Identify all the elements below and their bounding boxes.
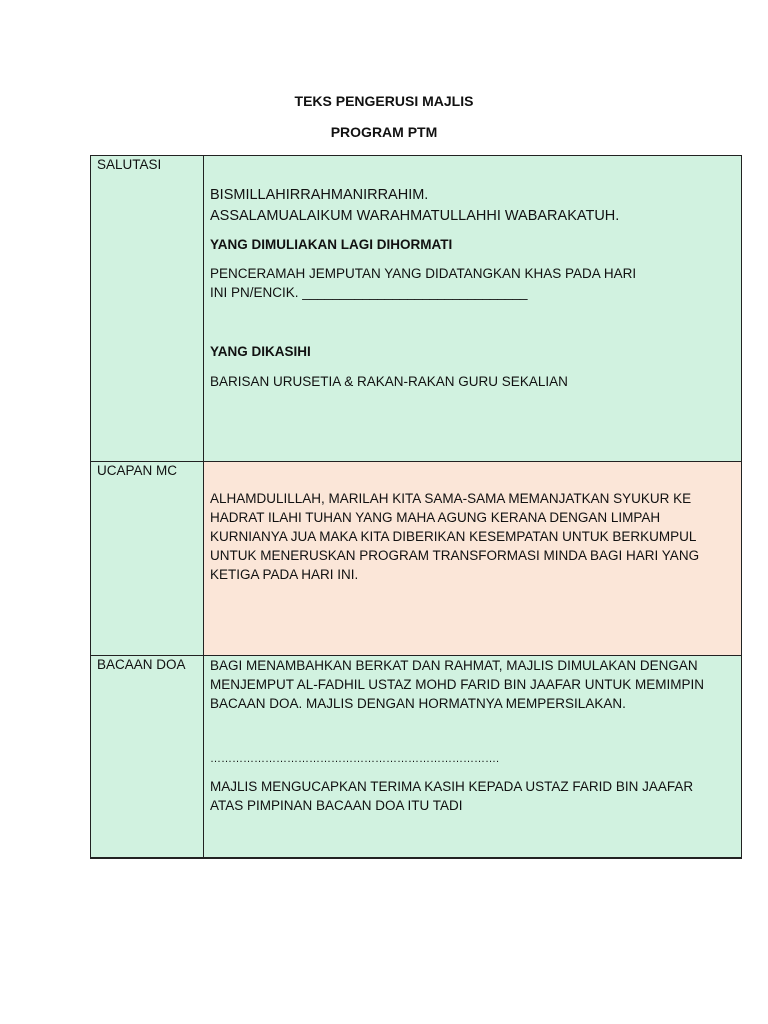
label-cell-bacaan-doa bbox=[91, 656, 204, 859]
doa-line-5: ATAS PIMPINAN BACAAN DOA ITU TADI bbox=[210, 798, 463, 813]
label-cell-salutasi bbox=[91, 156, 204, 462]
row-bacaan-doa bbox=[91, 656, 742, 859]
row-ucapan-mc bbox=[91, 462, 742, 656]
content-cell-ucapan-mc bbox=[204, 462, 742, 656]
doa-line-4: MAJLIS MENGUCAPKAN TERIMA KASIH KEPADA USTAZ FARID BIN JAAFAR bbox=[210, 779, 694, 794]
salutasi-para1-line-1: PENCERAMAH JEMPUTAN YANG DIDATANGKAN KHAS PADA HARI bbox=[210, 266, 637, 281]
row-label-salutasi: SALUTASI bbox=[97, 157, 162, 172]
salutasi-heading-1: YANG DIMULIAKAN LAGI DIHORMATI bbox=[210, 237, 453, 252]
document-title: TEKS PENGERUSI MAJLIS bbox=[294, 93, 474, 109]
doa-line-1: BAGI MENAMBAHKAN BERKAT DAN RAHMAT, MAJLIS DIMULAKAN DENGAN bbox=[210, 658, 698, 673]
row-label-ucapan-mc: UCAPAN MC bbox=[97, 463, 178, 478]
salutasi-para-2: BARISAN URUSETIA & RAKAN-RAKAN GURU SEKALIAN bbox=[210, 374, 568, 389]
salutasi-para1-line-2: INI PN/ENCIK. ______________________________ bbox=[210, 285, 528, 300]
document-subtitle: PROGRAM PTM bbox=[330, 124, 438, 140]
ucapan-line-5: KETIGA PADA HARI INI. bbox=[210, 567, 359, 582]
salutasi-heading-2: YANG DIKASIHI bbox=[210, 344, 311, 359]
salutasi-line-1: BISMILLAHIRRAHMANIRRAHIM. bbox=[210, 187, 429, 203]
salutasi-line-2: ASSALAMUALAIKUM WARAHMATULLAHHI WABARAKATUH. bbox=[210, 208, 620, 224]
doa-dotted-line: ……………………………………………………………………. bbox=[210, 753, 500, 765]
doa-line-2: MENJEMPUT AL-FADHIL USTAZ MOHD FARID BIN JAAFAR UNTUK MEMIMPIN bbox=[210, 677, 705, 692]
ucapan-line-2: HADRAT ILAHI TUHAN YANG MAHA AGUNG KERANA DENGAN LIMPAH bbox=[210, 510, 661, 525]
row-salutasi bbox=[91, 156, 742, 462]
script-table bbox=[90, 155, 742, 859]
row-label-bacaan-doa: BACAAN DOA bbox=[97, 657, 186, 672]
ucapan-line-1: ALHAMDULILLAH, MARILAH KITA SAMA-SAMA MEMANJATKAN SYUKUR KE bbox=[210, 491, 692, 506]
label-cell-ucapan-mc bbox=[91, 462, 204, 656]
content-cell-salutasi bbox=[204, 156, 742, 462]
ucapan-line-3: KURNIANYA JUA MAKA KITA DIBERIKAN KESEMPATAN UNTUK BERKUMPUL bbox=[210, 529, 697, 544]
content-cell-bacaan-doa bbox=[204, 656, 742, 859]
doa-line-3: BACAAN DOA. MAJLIS DENGAN HORMATNYA MEMPERSILAKAN. bbox=[210, 696, 626, 711]
ucapan-line-4: UNTUK MENERUSKAN PROGRAM TRANSFORMASI MINDA BAGI HARI YANG bbox=[210, 548, 700, 563]
